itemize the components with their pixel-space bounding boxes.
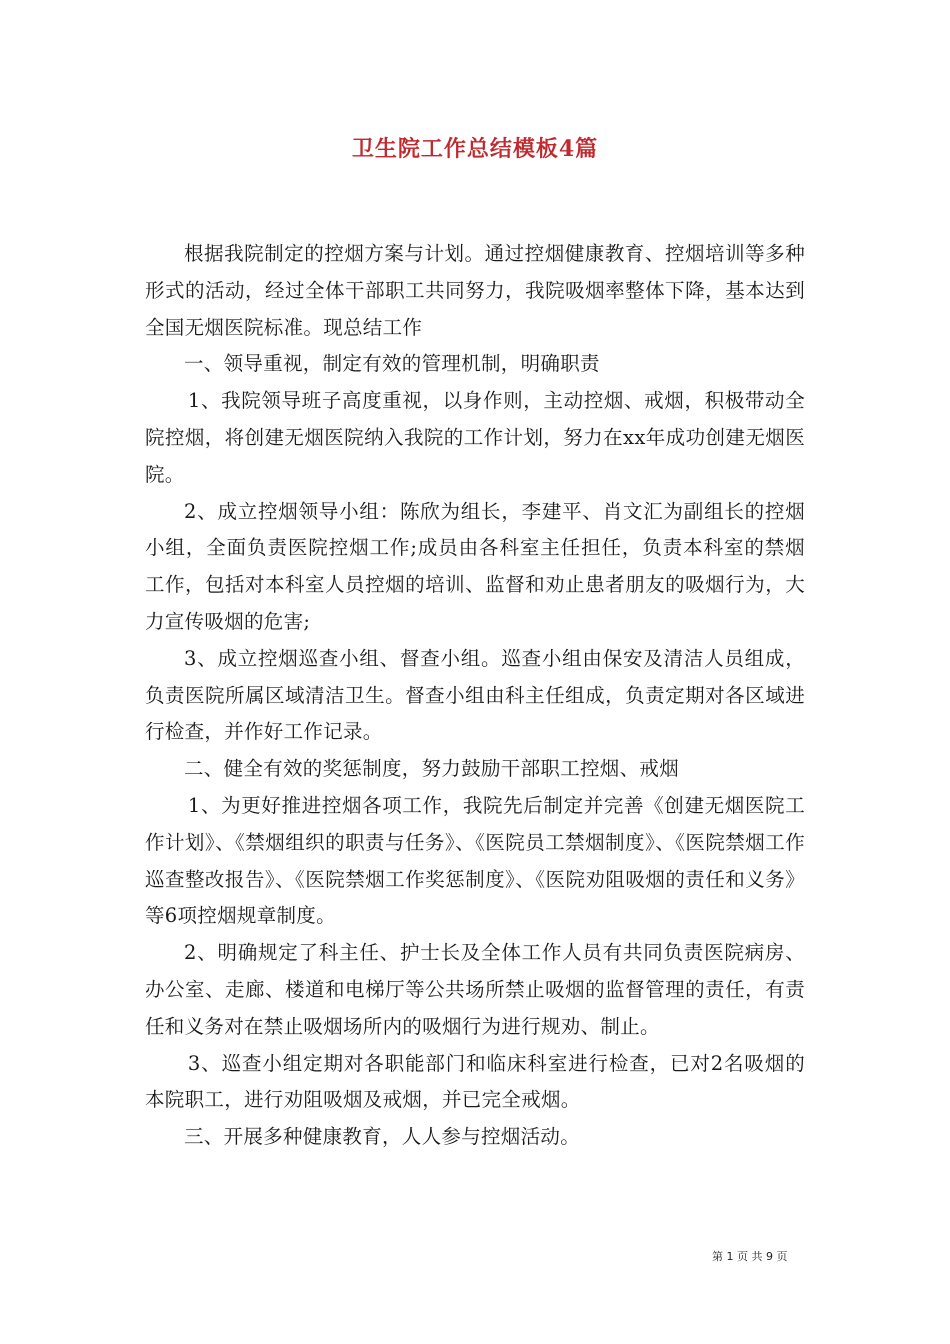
page-number-footer: 第 1 页 共 9 页 [712,1250,788,1263]
paragraph-1-1: 1、我院领导班子高度重视，以身作则，主动控烟、戒烟，积极带动全院控烟，将创建无烟医院纳入我院的工作计划，努力在xx年成功创建无烟医院。 [145,389,805,486]
paragraph-2-3: 3、巡查小组定期对各职能部门和临床科室进行检查，已对2名吸烟的本院职工，进行劝阻吸烟及戒烟，并已完全戒烟。 [145,1051,805,1112]
paragraph-1-3: 3、成立控烟巡查小组、督查小组。巡查小组由保安及清洁人员组成，负责医院所属区域清洁卫生。督查小组由科主任组成，负责定期对各区域进行检查，并作好工作记录。 [145,646,805,744]
section-heading-1: 一、领导重视，制定有效的管理机制，明确职责 [184,352,600,376]
paragraph-2-2: 2、明确规定了科主任、护士长及全体工作人员有共同负责医院病房、办公室、走廊、楼道和电梯厅等公共场所禁止吸烟的监督管理的责任，有责任和义务对在禁止吸烟场所内的吸烟行为进行规劝、制止。 [145,941,805,1038]
section-heading-3: 三、开展多种健康教育，人人参与控烟活动。 [184,1125,581,1149]
section-heading-2: 二、健全有效的奖惩制度，努力鼓励干部职工控烟、戒烟 [184,757,680,781]
document-body [145,236,805,1156]
paragraph-2-1: 1、为更好推进控烟各项工作，我院先后制定并完善《创建无烟医院工作计划》、《禁烟组织的职责与任务》、《医院员工禁烟制度》、《医院禁烟工作巡查整改报告》、《医院禁烟工作奖惩制度》、《医院劝阻吸烟的责任和义务》等6项控烟规章制度。 [145,793,805,928]
paragraph-1-2: 2、成立控烟领导小组：陈欣为组长，李建平、肖文汇为副组长的控烟小组，全面负责医院控烟工作;成员由各科室主任担任，负责本科室的禁烟工作，包括对本科室人员控烟的培训、监督和劝止患者朋友的吸烟行为，大力宣传吸烟的危害; [145,499,805,633]
document-title: 卫生院工作总结模板4篇 [351,136,599,162]
paragraph-intro: 根据我院制定的控烟方案与计划。通过控烟健康教育、控烟培训等多种形式的活动，经过全体干部职工共同努力，我院吸烟率整体下降，基本达到全国无烟医院标准。现总结工作 [145,242,805,339]
